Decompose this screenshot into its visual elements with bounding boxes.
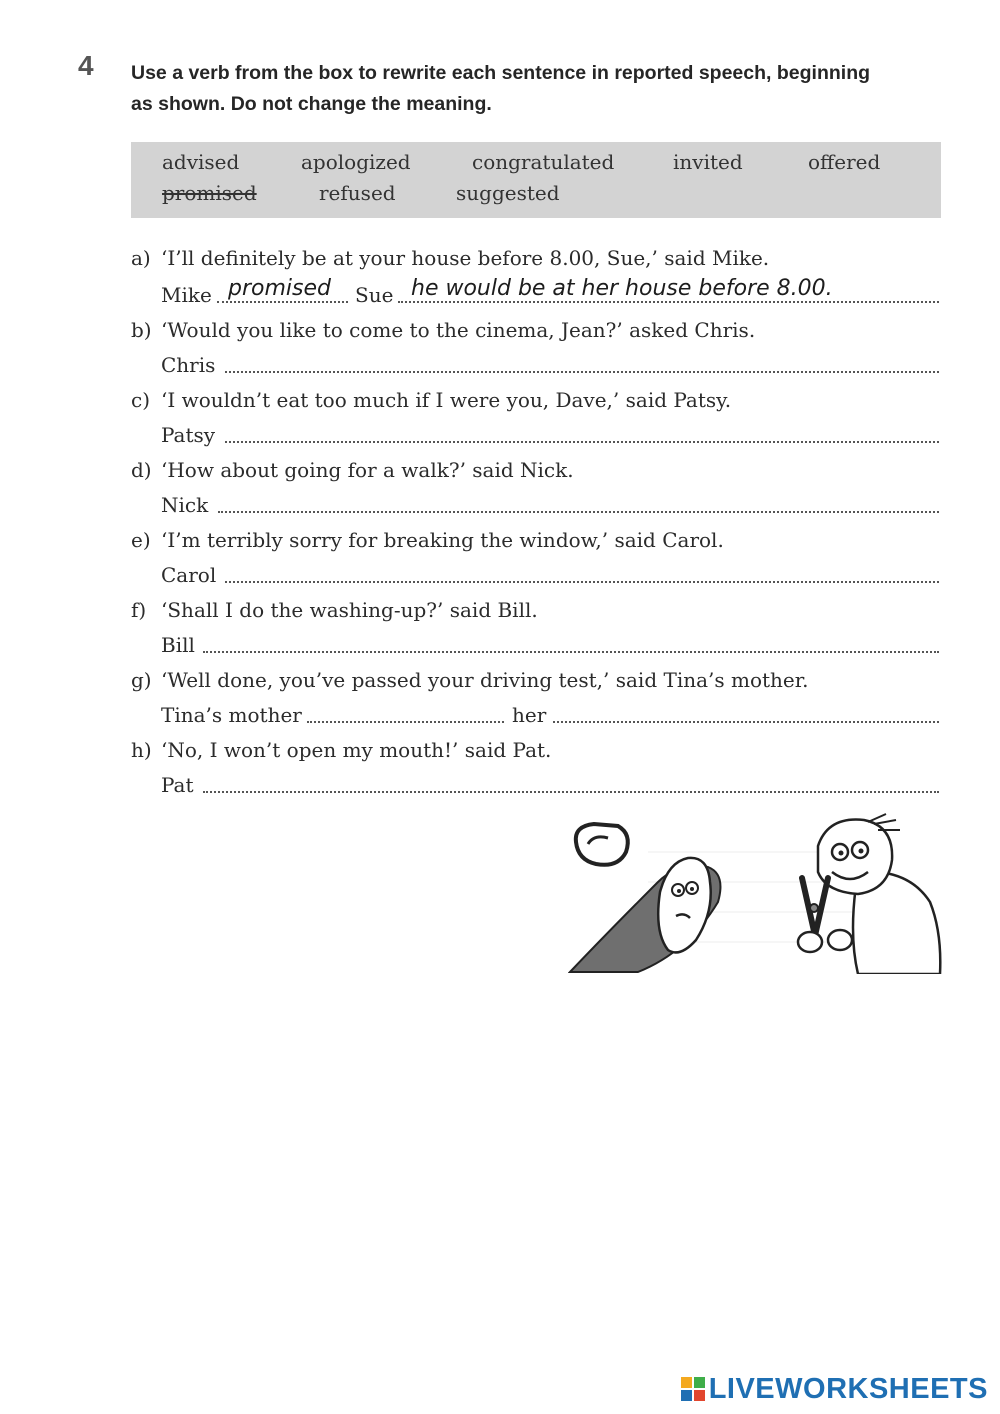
question-g: g) ‘Well done, you’ve passed your driving test,’ said Tina’s mother. xyxy=(131,668,809,692)
answer-field-e[interactable] xyxy=(225,581,939,583)
question-sentence: ‘I’ll definitely be at your house before 8.00, Sue,’ said Mike. xyxy=(161,246,770,270)
answer-middle: Sue xyxy=(355,283,394,307)
word-offered: offered xyxy=(808,150,881,174)
question-sentence: ‘No, I won’t open my mouth!’ said Pat. xyxy=(161,738,552,762)
question-sentence: ‘I wouldn’t eat too much if I were you, Dave,’ said Patsy. xyxy=(161,388,732,412)
word-advised: advised xyxy=(162,150,240,174)
answer-field-g1[interactable] xyxy=(307,721,504,723)
answer-start: Pat xyxy=(161,773,194,797)
exercise-instruction xyxy=(131,58,941,120)
question-d: d) ‘How about going for a walk?’ said Nick. xyxy=(131,458,574,482)
question-sentence: ‘Shall I do the washing-up?’ said Bill. xyxy=(161,598,538,622)
answer-start: Chris xyxy=(161,353,216,377)
answer-field-c[interactable] xyxy=(225,441,939,443)
answer-start: Mike xyxy=(161,283,212,307)
word-apologized: apologized xyxy=(301,150,411,174)
answer-field-g2[interactable] xyxy=(553,721,939,723)
question-b: b) ‘Would you like to come to the cinema, Jean?’ asked Chris. xyxy=(131,318,756,342)
logo-text: LIVEWORKSHEETS xyxy=(708,1372,988,1405)
answer-start: Patsy xyxy=(161,423,216,447)
answer-field-h[interactable] xyxy=(203,791,939,793)
instruction-line-1: Use a verb from the box to rewrite each sentence in reported speech, beginning xyxy=(131,62,871,84)
instruction-line-2: as shown. Do not change the meaning. xyxy=(131,93,492,115)
word-promised-struck: promised xyxy=(162,181,257,205)
question-sentence: ‘Well done, you’ve passed your driving test,’ said Tina’s mother. xyxy=(161,668,809,692)
question-h: h) ‘No, I won’t open my mouth!’ said Pat. xyxy=(131,738,552,762)
answer-start: Nick xyxy=(161,493,209,517)
question-f: f) ‘Shall I do the washing-up?’ said Bill. xyxy=(131,598,538,622)
answer-field-b[interactable] xyxy=(225,371,939,373)
word-congratulated: congratulated xyxy=(472,150,615,174)
answer-start: Bill xyxy=(161,633,195,657)
answer-field-a2[interactable] xyxy=(398,301,939,303)
answer-field-a1[interactable] xyxy=(217,301,348,303)
word-invited: invited xyxy=(673,150,743,174)
answer-field-f[interactable] xyxy=(203,651,939,653)
answer-start: Carol xyxy=(161,563,217,587)
exercise-number: 4 xyxy=(78,50,94,81)
question-c: c) ‘I wouldn’t eat too much if I were you, Dave,’ said Patsy. xyxy=(131,388,732,412)
answer-middle: her xyxy=(512,703,547,727)
word-suggested: suggested xyxy=(456,181,560,205)
liveworksheets-logo-icon xyxy=(681,1377,705,1401)
question-sentence: ‘Would you like to come to the cinema, Jean?’ asked Chris. xyxy=(161,318,756,342)
handwritten-answer-rest: he would be at her house before 8.00. xyxy=(411,276,833,301)
question-sentence: ‘I’m terribly sorry for breaking the window,’ said Carol. xyxy=(161,528,724,552)
answer-field-d[interactable] xyxy=(218,511,939,513)
question-sentence: ‘How about going for a walk?’ said Nick. xyxy=(161,458,574,482)
word-box xyxy=(131,142,941,218)
question-a: a) ‘I’ll definitely be at your house before 8.00, Sue,’ said Mike. xyxy=(131,246,770,270)
answer-start: Tina’s mother xyxy=(161,703,302,727)
word-refused: refused xyxy=(319,181,396,205)
handwritten-answer-verb: promised xyxy=(228,276,331,301)
liveworksheets-logo[interactable] xyxy=(681,1372,988,1406)
question-e: e) ‘I’m terribly sorry for breaking the window,’ said Carol. xyxy=(131,528,724,552)
dentist-cartoon-icon xyxy=(568,812,944,974)
